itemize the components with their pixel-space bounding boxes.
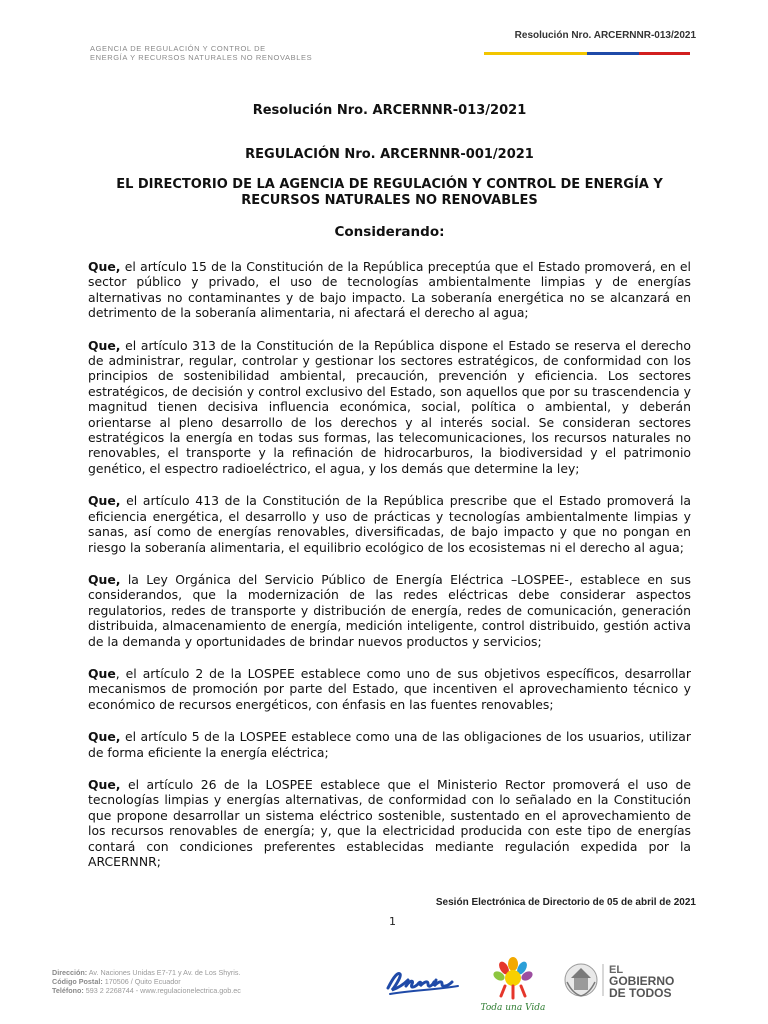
whereas-lead: Que (88, 665, 116, 681)
whereas-lead: Que, (88, 776, 121, 792)
whereas-paragraph-2 (88, 338, 691, 477)
considering-heading: Considerando: (334, 224, 445, 240)
gobierno-line1: EL (609, 964, 624, 976)
resolution-title: Resolución Nro. ARCERNNR-013/2021 (252, 103, 527, 118)
flag-yellow (484, 52, 587, 55)
whereas-text: el artículo 313 de la Constitución de la República dispone el Estado se reserva el derecho de administrar, regular, controlar y gestionar los sectores estratégicos, de conformidad con los principios de sostenibilidad ambiental, precaución, prevención y eficiencia. Los sectores estratégicos, de decisión y control exclusivo del Estado, son aquellos que por su trascendencia y magnitud tienen decisiva influencia económica, social, política o ambiental, y deberán orientarse al pleno desarrollo de los derechos y al interés social. Se consideran sectores estratégicos la energía en todas sus formas, las telecomunicaciones, los recursos naturales no renovables, el transporte y la refinación de hidrocarburos, la biodiversidad y el patrimonio genético, el espectro radioeléctrico, el agua, y los demás que determine la ley; (88, 337, 691, 476)
address-value: Av. Naciones Unidas E7-71 y Av. de Los Shyris. (87, 968, 241, 977)
page-number: 1 (389, 915, 396, 928)
footer-address (52, 968, 241, 996)
postal-line (52, 977, 241, 986)
phone-label: Teléfono: (52, 986, 84, 996)
whereas-paragraph-6 (88, 729, 691, 760)
postal-value: 170506 / Quito Ecuador (102, 977, 181, 987)
toda-una-vida-logo (477, 956, 549, 1014)
toda-una-vida-text: Toda una Vida (480, 1003, 546, 1013)
whereas-text: la Ley Orgánica del Servicio Público de Energía Eléctrica –LOSPEE-, establece en sus considerandos, que la modernización de las redes eléctricas debe considerar aspectos regulatorios, redes de transporte y distribución de energía, redes de comunicación, generación distribuida, almacenamiento de energía, medición inteligente, control distribuido, gestión activa de la demanda y oportunidades de brindar nuevos productos y servicios; (88, 571, 691, 649)
lenin-signature-logo (384, 966, 462, 998)
address-label: Dirección: (52, 968, 88, 977)
whereas-lead: Que, (88, 571, 121, 587)
postal-label: Código Postal: (52, 977, 103, 987)
session-note: Sesión Electrónica de Directorio de 05 de abril de 2021 (435, 897, 696, 908)
whereas-paragraph-5 (88, 666, 691, 712)
gobierno-line2: GOBIERNO (609, 974, 675, 988)
phone-value: 593 2 2268744 - www.regulacionelectrica.gob.ec (83, 986, 241, 996)
whereas-paragraph-7 (88, 777, 691, 869)
document-body (88, 103, 691, 886)
header-reference: Resolución Nro. ARCERNNR-013/2021 (514, 30, 696, 41)
regulation-title: REGULACIÓN Nro. ARCERNNR-001/2021 (245, 147, 534, 162)
flag-red (639, 52, 691, 55)
address-line (52, 968, 241, 977)
whereas-text: , el artículo 2 de la LOSPEE establece como uno de sus objetivos específicos, desarrollar mecanismos de promoción por parte del Estado, que incentiven el aprovechamiento técnico y económico de recursos energéticos, con énfasis en las fuentes renovables; (88, 665, 691, 712)
whereas-text: el artículo 15 de la Constitución de la República preceptúa que el Estado promoverá, en el sector público y privado, el uso de tecnologías ambientalmente limpias y de energías alternativas no contaminantes y de bajo impacto. La soberanía energética no se alcanzará en detrimento de la soberanía alimentaria, ni afectará el derecho al agua; (88, 259, 691, 321)
whereas-lead: Que, (88, 493, 121, 509)
gobierno-de-todos-logo (561, 960, 701, 1000)
whereas-paragraph-3 (88, 493, 691, 555)
board-title: EL DIRECTORIO DE LA AGENCIA DE REGULACIÓN Y CONTROL DE ENERGÍA Y RECURSOS NATURALES NO RENOVABLES (116, 177, 663, 208)
whereas-paragraph-1 (88, 259, 691, 321)
whereas-lead: Que, (88, 729, 121, 745)
agency-name-line2: ENERGÍA Y RECURSOS NATURALES NO RENOVABLES (90, 53, 313, 62)
agency-name (90, 44, 312, 62)
whereas-text: el artículo 26 de la LOSPEE establece que el Ministerio Rector promoverá el uso de tecnologías limpias y energías alternativas, de conformidad con lo señalado en la Constitución que propone desarrollar un sistema eléctrico sostenible, sustentado en el aprovechamiento de los recursos renovables de energía; y, que la electricidad producida con este tipo de energías contará con condiciones preferentes establecidas mediante regulación expedida por la ARCERNNR; (88, 776, 691, 869)
whereas-paragraph-4 (88, 572, 691, 649)
whereas-lead: Que, (88, 337, 121, 353)
whereas-lead: Que, (88, 259, 121, 274)
gobierno-line3: DE TODOS (609, 986, 672, 1000)
whereas-text: el artículo 413 de la Constitución de la República prescribe que el Estado promoverá la eficiencia energética, el desarrollo y uso de prácticas y tecnologías ambientalmente limpias y sanas, así como de energías renovables, diversificadas, de bajo impacto y que no pongan en riesgo la soberanía alimentaria, el equilibrio ecológico de los ecosistemas ni el derecho al agua; (88, 493, 691, 555)
flag-color-line (484, 52, 690, 55)
whereas-text: el artículo 5 de la LOSPEE establece como una de las obligaciones de los usuarios, utilizar de forma eficiente la energía eléctrica; (88, 729, 691, 760)
agency-name-line1: AGENCIA DE REGULACIÓN Y CONTROL DE (90, 44, 266, 53)
phone-line (52, 986, 241, 995)
flag-blue (587, 52, 639, 55)
